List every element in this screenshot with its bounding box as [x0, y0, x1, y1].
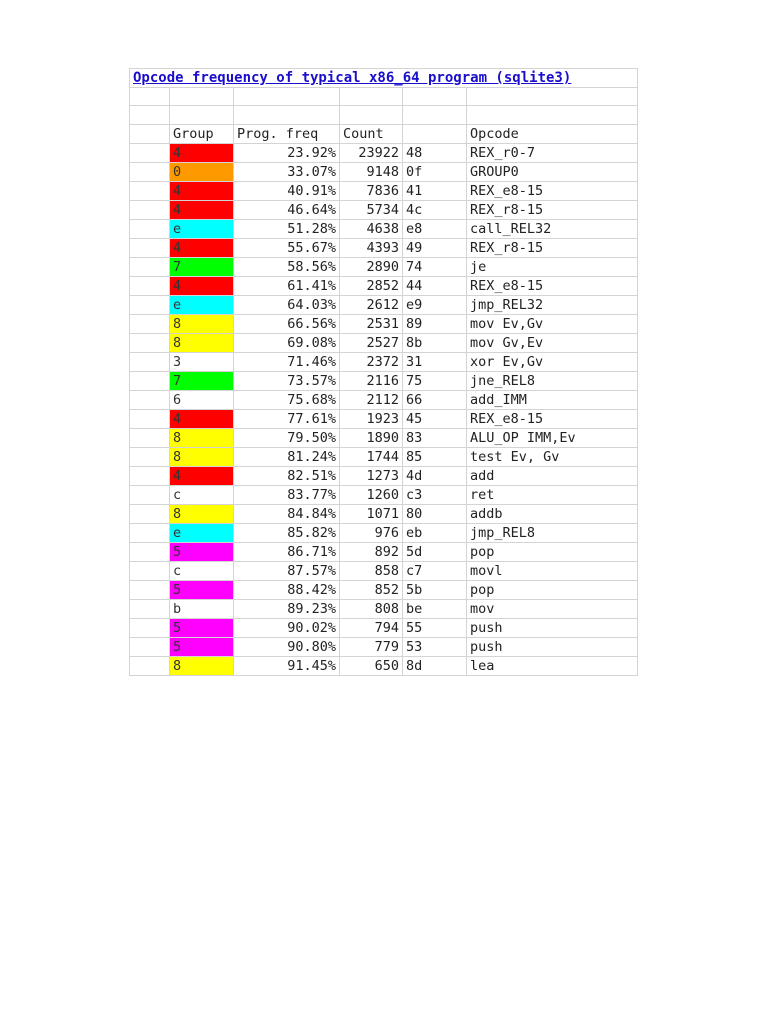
- hex-cell[interactable]: be: [403, 599, 467, 618]
- empty-cell[interactable]: [130, 219, 170, 238]
- group-cell[interactable]: 5: [170, 618, 234, 637]
- empty-cell[interactable]: [130, 295, 170, 314]
- freq-cell[interactable]: 89.23%: [234, 599, 340, 618]
- header-opcode[interactable]: Opcode: [467, 124, 638, 143]
- table-row: [130, 295, 638, 314]
- freq-cell[interactable]: 71.46%: [234, 352, 340, 371]
- empty-cell[interactable]: [130, 143, 170, 162]
- table-row: [130, 447, 638, 466]
- group-cell[interactable]: 4: [170, 200, 234, 219]
- empty-cell[interactable]: [130, 523, 170, 542]
- count-cell[interactable]: 779: [340, 637, 403, 656]
- group-cell[interactable]: 3: [170, 352, 234, 371]
- count-cell[interactable]: 1273: [340, 466, 403, 485]
- empty-cell[interactable]: [130, 200, 170, 219]
- count-cell[interactable]: 650: [340, 656, 403, 675]
- count-cell[interactable]: 2852: [340, 276, 403, 295]
- table-row: [130, 599, 638, 618]
- table-row: [130, 333, 638, 352]
- opcode-cell[interactable]: jmp_REL8: [467, 523, 638, 542]
- group-cell[interactable]: 4: [170, 181, 234, 200]
- empty-cell[interactable]: [130, 580, 170, 599]
- count-cell[interactable]: 794: [340, 618, 403, 637]
- freq-cell[interactable]: 85.82%: [234, 523, 340, 542]
- header-count[interactable]: Count: [340, 124, 403, 143]
- group-cell[interactable]: e: [170, 295, 234, 314]
- table-row: [130, 200, 638, 219]
- table-row: [130, 637, 638, 656]
- group-cell[interactable]: 8: [170, 333, 234, 352]
- opcode-cell[interactable]: push: [467, 618, 638, 637]
- hex-cell[interactable]: 44: [403, 276, 467, 295]
- freq-cell[interactable]: 90.02%: [234, 618, 340, 637]
- table-row: [130, 580, 638, 599]
- sheet-title[interactable]: Opcode frequency of typical x86_64 program (sqlite3): [130, 69, 638, 88]
- empty-cell[interactable]: [467, 88, 638, 106]
- hex-cell[interactable]: 31: [403, 352, 467, 371]
- count-cell[interactable]: 976: [340, 523, 403, 542]
- table-row: [130, 409, 638, 428]
- count-cell[interactable]: 4638: [340, 219, 403, 238]
- group-cell[interactable]: 6: [170, 390, 234, 409]
- hex-cell[interactable]: c7: [403, 561, 467, 580]
- group-cell[interactable]: 5: [170, 542, 234, 561]
- table-row: [130, 162, 638, 181]
- empty-cell[interactable]: [467, 106, 638, 124]
- empty-cell[interactable]: [130, 257, 170, 276]
- group-cell[interactable]: 5: [170, 580, 234, 599]
- count-cell[interactable]: 852: [340, 580, 403, 599]
- hex-cell[interactable]: 55: [403, 618, 467, 637]
- empty-cell[interactable]: [130, 390, 170, 409]
- hex-cell[interactable]: 89: [403, 314, 467, 333]
- count-cell[interactable]: 808: [340, 599, 403, 618]
- table-row: [130, 428, 638, 447]
- group-cell[interactable]: 7: [170, 257, 234, 276]
- empty-cell[interactable]: [130, 485, 170, 504]
- empty-cell[interactable]: [130, 618, 170, 637]
- count-cell[interactable]: 5734: [340, 200, 403, 219]
- group-cell[interactable]: 7: [170, 371, 234, 390]
- freq-cell[interactable]: 66.56%: [234, 314, 340, 333]
- hex-cell[interactable]: 80: [403, 504, 467, 523]
- empty-cell[interactable]: [130, 314, 170, 333]
- empty-cell[interactable]: [403, 106, 467, 124]
- count-cell[interactable]: 1260: [340, 485, 403, 504]
- group-cell[interactable]: 4: [170, 238, 234, 257]
- hex-cell[interactable]: 0f: [403, 162, 467, 181]
- count-cell[interactable]: 9148: [340, 162, 403, 181]
- empty-cell[interactable]: [340, 106, 403, 124]
- hex-cell[interactable]: 4c: [403, 200, 467, 219]
- freq-cell[interactable]: 88.42%: [234, 580, 340, 599]
- empty-cell[interactable]: [130, 238, 170, 257]
- table-row: [130, 656, 638, 675]
- count-cell[interactable]: 1744: [340, 447, 403, 466]
- count-cell[interactable]: 2612: [340, 295, 403, 314]
- header-group[interactable]: Group: [170, 124, 234, 143]
- group-cell[interactable]: 4: [170, 143, 234, 162]
- hex-cell[interactable]: 4d: [403, 466, 467, 485]
- empty-cell[interactable]: [130, 124, 170, 143]
- hex-cell[interactable]: 75: [403, 371, 467, 390]
- group-cell[interactable]: 4: [170, 276, 234, 295]
- count-cell[interactable]: 892: [340, 542, 403, 561]
- group-cell[interactable]: 8: [170, 447, 234, 466]
- opcode-cell[interactable]: call_REL32: [467, 219, 638, 238]
- opcode-cell[interactable]: xor Ev,Gv: [467, 352, 638, 371]
- freq-cell[interactable]: 23.92%: [234, 143, 340, 162]
- empty-cell[interactable]: [170, 106, 234, 124]
- empty-cell[interactable]: [340, 88, 403, 106]
- opcode-cell[interactable]: REX_e8-15: [467, 276, 638, 295]
- hex-cell[interactable]: 49: [403, 238, 467, 257]
- table-row: [130, 561, 638, 580]
- opcode-cell[interactable]: mov Ev,Gv: [467, 314, 638, 333]
- opcode-cell[interactable]: jne_REL8: [467, 371, 638, 390]
- opcode-cell[interactable]: mov Gv,Ev: [467, 333, 638, 352]
- empty-cell[interactable]: [170, 88, 234, 106]
- table-row: [130, 238, 638, 257]
- freq-cell[interactable]: 40.91%: [234, 181, 340, 200]
- opcode-cell[interactable]: REX_r0-7: [467, 143, 638, 162]
- count-cell[interactable]: 1923: [340, 409, 403, 428]
- opcode-cell[interactable]: mov: [467, 599, 638, 618]
- table-row: [130, 181, 638, 200]
- empty-cell[interactable]: [130, 371, 170, 390]
- freq-cell[interactable]: 46.64%: [234, 200, 340, 219]
- opcode-cell[interactable]: REX_e8-15: [467, 181, 638, 200]
- empty-cell[interactable]: [130, 447, 170, 466]
- group-cell[interactable]: 0: [170, 162, 234, 181]
- opcode-cell[interactable]: pop: [467, 580, 638, 599]
- hex-cell[interactable]: 66: [403, 390, 467, 409]
- opcode-cell[interactable]: movl: [467, 561, 638, 580]
- group-cell[interactable]: b: [170, 599, 234, 618]
- empty-cell[interactable]: [130, 88, 170, 106]
- opcode-cell[interactable]: add: [467, 466, 638, 485]
- table-row: [130, 542, 638, 561]
- count-cell[interactable]: 858: [340, 561, 403, 580]
- empty-cell[interactable]: [130, 656, 170, 675]
- table-row: [130, 371, 638, 390]
- count-cell[interactable]: 1071: [340, 504, 403, 523]
- hex-cell[interactable]: eb: [403, 523, 467, 542]
- hex-cell[interactable]: 74: [403, 257, 467, 276]
- table-row: [130, 276, 638, 295]
- hex-cell[interactable]: 5b: [403, 580, 467, 599]
- count-cell[interactable]: 2372: [340, 352, 403, 371]
- table-row: [130, 314, 638, 333]
- table-row: [130, 485, 638, 504]
- freq-cell[interactable]: 90.80%: [234, 637, 340, 656]
- count-cell[interactable]: 1890: [340, 428, 403, 447]
- empty-cell[interactable]: [130, 409, 170, 428]
- count-cell[interactable]: 2116: [340, 371, 403, 390]
- opcode-cell[interactable]: REX_r8-15: [467, 238, 638, 257]
- table-row: [130, 523, 638, 542]
- table-row: [130, 219, 638, 238]
- freq-cell[interactable]: 61.41%: [234, 276, 340, 295]
- group-cell[interactable]: c: [170, 485, 234, 504]
- group-cell[interactable]: 8: [170, 504, 234, 523]
- hex-cell[interactable]: 8b: [403, 333, 467, 352]
- empty-row: [130, 88, 638, 106]
- opcode-cell[interactable]: GROUP0: [467, 162, 638, 181]
- hex-cell[interactable]: e8: [403, 219, 467, 238]
- empty-cell[interactable]: [130, 504, 170, 523]
- header-row: [130, 124, 638, 143]
- count-cell[interactable]: 23922: [340, 143, 403, 162]
- freq-cell[interactable]: 58.56%: [234, 257, 340, 276]
- count-cell[interactable]: 2527: [340, 333, 403, 352]
- opcode-cell[interactable]: addb: [467, 504, 638, 523]
- opcode-cell[interactable]: lea: [467, 656, 638, 675]
- freq-cell[interactable]: 81.24%: [234, 447, 340, 466]
- count-cell[interactable]: 2531: [340, 314, 403, 333]
- freq-cell[interactable]: 51.28%: [234, 219, 340, 238]
- table-row: [130, 390, 638, 409]
- empty-cell[interactable]: [130, 181, 170, 200]
- hex-cell[interactable]: 5d: [403, 542, 467, 561]
- opcode-cell[interactable]: je: [467, 257, 638, 276]
- group-cell[interactable]: 5: [170, 637, 234, 656]
- hex-cell[interactable]: 8d: [403, 656, 467, 675]
- count-cell[interactable]: 2890: [340, 257, 403, 276]
- group-cell[interactable]: 4: [170, 409, 234, 428]
- count-cell[interactable]: 7836: [340, 181, 403, 200]
- opcode-cell[interactable]: add_IMM: [467, 390, 638, 409]
- freq-cell[interactable]: 83.77%: [234, 485, 340, 504]
- empty-cell[interactable]: [130, 599, 170, 618]
- empty-row: [130, 106, 638, 124]
- group-cell[interactable]: 4: [170, 466, 234, 485]
- freq-cell[interactable]: 73.57%: [234, 371, 340, 390]
- empty-cell[interactable]: [130, 162, 170, 181]
- empty-cell[interactable]: [130, 276, 170, 295]
- freq-cell[interactable]: 91.45%: [234, 656, 340, 675]
- hex-cell[interactable]: 48: [403, 143, 467, 162]
- empty-cell[interactable]: [130, 561, 170, 580]
- table-row: [130, 466, 638, 485]
- header-freq[interactable]: Prog. freq: [234, 124, 340, 143]
- empty-cell[interactable]: [234, 88, 340, 106]
- opcode-cell[interactable]: ALU_OP IMM,Ev: [467, 428, 638, 447]
- hex-cell[interactable]: 45: [403, 409, 467, 428]
- group-cell[interactable]: 8: [170, 656, 234, 675]
- freq-cell[interactable]: 33.07%: [234, 162, 340, 181]
- opcode-cell[interactable]: ret: [467, 485, 638, 504]
- table-row: [130, 352, 638, 371]
- hex-cell[interactable]: 53: [403, 637, 467, 656]
- opcode-cell[interactable]: REX_e8-15: [467, 409, 638, 428]
- empty-cell[interactable]: [130, 542, 170, 561]
- count-cell[interactable]: 2112: [340, 390, 403, 409]
- group-cell[interactable]: c: [170, 561, 234, 580]
- hex-cell[interactable]: c3: [403, 485, 467, 504]
- opcode-cell[interactable]: jmp_REL32: [467, 295, 638, 314]
- table-row: [130, 618, 638, 637]
- opcode-cell[interactable]: push: [467, 637, 638, 656]
- opcode-frequency-sheet: [129, 68, 638, 676]
- hex-cell[interactable]: e9: [403, 295, 467, 314]
- table-row: [130, 143, 638, 162]
- hex-cell[interactable]: 83: [403, 428, 467, 447]
- group-cell[interactable]: e: [170, 523, 234, 542]
- freq-cell[interactable]: 79.50%: [234, 428, 340, 447]
- freq-cell[interactable]: 82.51%: [234, 466, 340, 485]
- freq-cell[interactable]: 87.57%: [234, 561, 340, 580]
- table-row: [130, 504, 638, 523]
- title-row: [130, 69, 638, 88]
- empty-cell[interactable]: [403, 88, 467, 106]
- empty-cell[interactable]: [130, 106, 170, 124]
- group-cell[interactable]: e: [170, 219, 234, 238]
- empty-cell[interactable]: [130, 428, 170, 447]
- freq-cell[interactable]: 84.84%: [234, 504, 340, 523]
- freq-cell[interactable]: 64.03%: [234, 295, 340, 314]
- header-hex[interactable]: [403, 124, 467, 143]
- empty-cell[interactable]: [130, 352, 170, 371]
- freq-cell[interactable]: 86.71%: [234, 542, 340, 561]
- group-cell[interactable]: 8: [170, 314, 234, 333]
- sheet-body: [130, 69, 638, 676]
- hex-cell[interactable]: 41: [403, 181, 467, 200]
- group-cell[interactable]: 8: [170, 428, 234, 447]
- count-cell[interactable]: 4393: [340, 238, 403, 257]
- hex-cell[interactable]: 85: [403, 447, 467, 466]
- freq-cell[interactable]: 69.08%: [234, 333, 340, 352]
- empty-cell[interactable]: [130, 637, 170, 656]
- opcode-cell[interactable]: test Ev, Gv: [467, 447, 638, 466]
- table-row: [130, 257, 638, 276]
- freq-cell[interactable]: 77.61%: [234, 409, 340, 428]
- freq-cell[interactable]: 75.68%: [234, 390, 340, 409]
- empty-cell[interactable]: [130, 466, 170, 485]
- opcode-cell[interactable]: pop: [467, 542, 638, 561]
- freq-cell[interactable]: 55.67%: [234, 238, 340, 257]
- empty-cell[interactable]: [130, 333, 170, 352]
- opcode-cell[interactable]: REX_r8-15: [467, 200, 638, 219]
- empty-cell[interactable]: [234, 106, 340, 124]
